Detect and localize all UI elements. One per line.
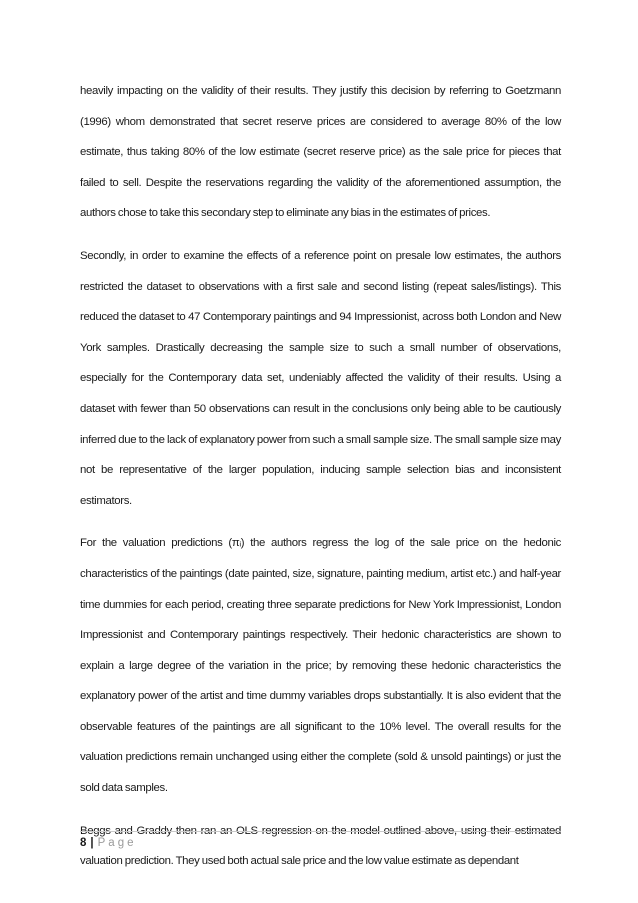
page-footer — [80, 836, 136, 850]
body-text — [80, 76, 561, 889]
paragraph-1: heavily impacting on the validity of their results. They justify this decision by referring to Goetzmann (1996) whom demonstrated that secret reserve prices are considered to average 80% of the low estimate, thus taking 80% of the low estimate (secret reserve price) as the sale price for pieces that failed to sell. Despite the reservations regarding the validity of the aforementioned assumption, the authors chose to take this secondary step to eliminate any bias in the estimates of prices. — [80, 85, 561, 220]
footer-separator: | — [90, 837, 94, 849]
footer-divider — [80, 831, 561, 832]
paragraph-4: Beggs and Graddy then ran an OLS regression on the model outlined above, using their estimated valuation prediction. They used both actual sale price and the low value estimate as dependant — [80, 824, 561, 868]
paragraph-2: Secondly, in order to examine the effects of a reference point on presale low estimates, the authors restricted the dataset to observations with a first sale and second listing (repeat sales/listings). This reduced the dataset to 47 Contemporary paintings and 94 Impressionist, across both London and New York samples. Drastically decreasing the sample size to such a small number of observations, especially for the Contemporary data set, undeniably affected the validity of their results. Using a dataset with fewer than 50 observations can result in the conclusions only being able to be cautiously inferred due to the lack of explanatory power from such a small sample size. The small sample size may not be representative of the larger population, inducing sample selection bias and inconsistent estimators. — [80, 249, 561, 507]
page-label: Page — [97, 837, 137, 849]
paragraph-3: For the valuation predictions (πᵢ) the authors regress the log of the sale price on the hedonic characteristics of the paintings (date painted, size, signature, painting medium, artist etc.) and half-year time dummies for each period, creating three separate predictions for New York Impressionist, London Impressionist and Contemporary paintings respectively. Their hedonic characteristics are shown to explain a large degree of the variation in the price; by removing these hedonic characteristics the explanatory power of the artist and time dummy variables drops substantially. It is also evident that the observable features of the paintings are all significant to the 10% level. The overall results for the valuation predictions remain unchanged using either the complete (sold & unsold paintings) or just the sold data samples. — [80, 537, 561, 795]
page-number: 8 — [80, 837, 87, 849]
